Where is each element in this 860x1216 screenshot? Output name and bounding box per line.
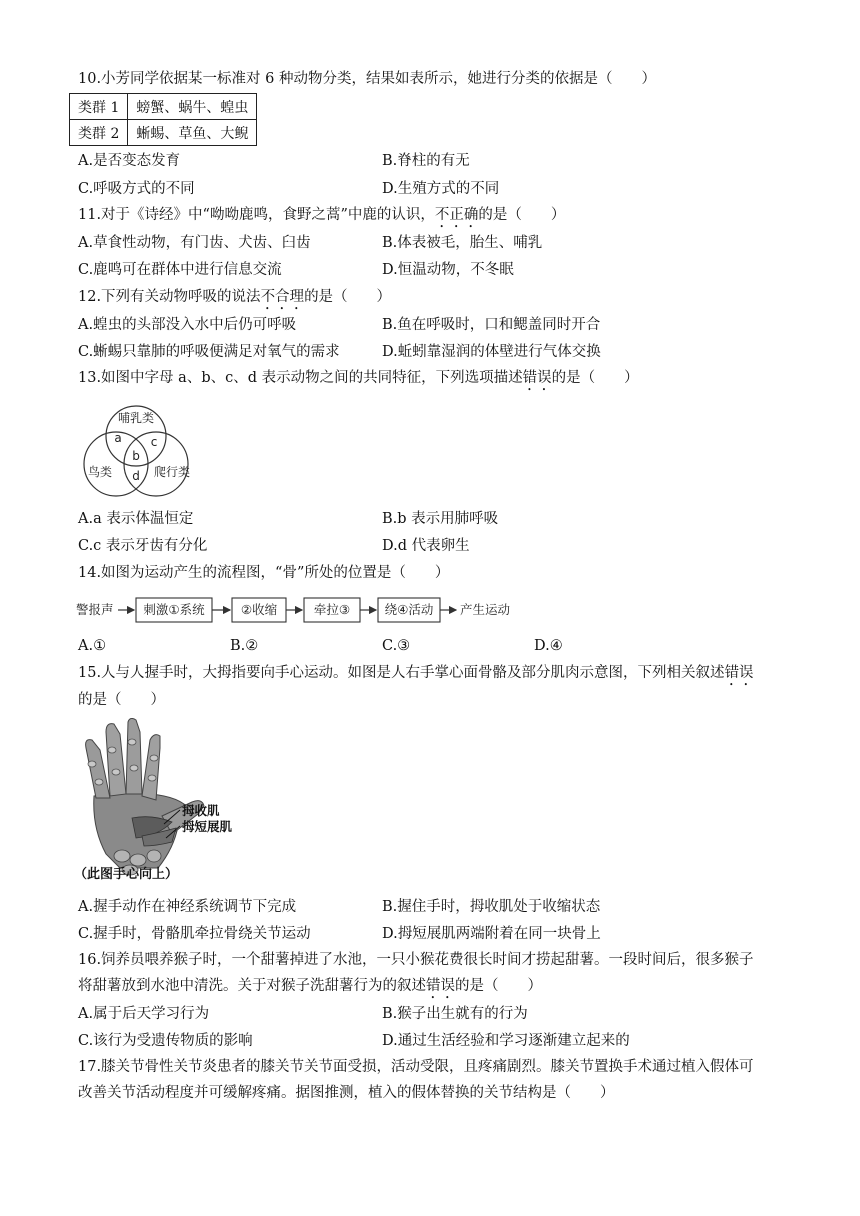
- q17-stem-line2: 改善关节活动程度并可缓解疼痛。据图推测，植入的假体替换的关节结构是（ ）: [78, 1085, 615, 1101]
- q16-stem-line2: [78, 973, 782, 1002]
- q16-option-b: B.猴子出生就有的行为: [382, 1006, 528, 1022]
- q15-hand-figure: [72, 718, 262, 884]
- q16-option-c: C.该行为受遗传物质的影响: [78, 1033, 253, 1049]
- q13-venn-diagram: [76, 402, 196, 498]
- q15-figure-caption: （此图手心向上）: [74, 867, 179, 882]
- q13-stem-emphasis: 错误: [522, 370, 552, 386]
- table-cell-animals: 螃蟹、蜗牛、蝗虫: [128, 94, 257, 120]
- flow-box-2-label: ②收缩: [240, 602, 278, 617]
- venn-label-mammal: 哺乳类: [117, 411, 155, 425]
- flow-end: 产生运动: [460, 602, 511, 617]
- q16-option-d: D.通过生活经验和学习逐渐建立起来的: [382, 1033, 630, 1049]
- q12-option-d: D.蚯蚓靠湿润的体壁进行气体交换: [382, 344, 601, 360]
- q15-option-a: A.握手动作在神经系统调节下完成: [78, 899, 297, 915]
- q14-flowchart: [76, 595, 526, 625]
- table-cell-animals: 蜥蜴、草鱼、大鲵: [128, 120, 257, 146]
- q15-stem-emphasis: 错误: [724, 665, 754, 681]
- q13-stem-end: 的是（ ）: [551, 370, 639, 386]
- q15-option-c: C.握手时，骨骼肌牵拉骨绕关节运动: [78, 926, 311, 942]
- muscle-label-adductor: 拇收肌: [182, 803, 220, 818]
- q11-option-c: C.鹿鸣可在群体中进行信息交流: [78, 262, 282, 278]
- q11-stem-end: 的是（ ）: [478, 207, 566, 223]
- muscle-label-abductor: 拇短展肌: [182, 819, 233, 834]
- q14-option-c: C.③: [382, 638, 411, 654]
- venn-region-d: d: [132, 469, 140, 483]
- q11-option-d: D.恒温动物，不冬眠: [382, 262, 514, 278]
- q14-stem: 14.如图为运动产生的流程图，“骨”所处的位置是（ ）: [78, 565, 450, 581]
- q11-stem-text: 11.对于《诗经》中“呦呦鹿鸣，食野之蒿”中鹿的认识，: [78, 207, 435, 223]
- q10-stem: 10.小芳同学依据某一标准对 6 种动物分类，结果如表所示，她进行分类的依据是（ ）: [78, 71, 656, 87]
- q11-stem-emphasis: 不正确: [434, 207, 479, 223]
- q11-stem: [78, 202, 782, 231]
- q13-option-d: D.d 代表卵生: [382, 538, 470, 554]
- q12-stem-end: 的是（ ）: [304, 289, 392, 305]
- venn-region-b: b: [132, 449, 140, 463]
- q15-stem: [78, 660, 782, 689]
- q16-stem-end: 的是（ ）: [455, 978, 542, 994]
- flow-box-4-label: 绕④活动: [384, 602, 434, 617]
- table-cell-group: 类群 1: [70, 94, 128, 120]
- q16-stem-line1: 16.饲养员喂养猴子时，一个甜薯掉进了水池，一只小猴花费很长时间才捞起甜薯。一段时间后，很多猴子: [78, 952, 754, 968]
- hand-illustration: [86, 718, 204, 875]
- venn-label-reptile: 爬行类: [153, 465, 191, 479]
- q13-stem: [78, 365, 782, 394]
- q13-stem-text: 13.如图中字母 a、b、c、d 表示动物之间的共同特征，下列选项描述: [78, 370, 523, 386]
- q16-stem-emphasis: 错误: [426, 978, 455, 994]
- q13-option-b: B.b 表示用肺呼吸: [382, 511, 499, 527]
- q10-classification-table: [69, 93, 257, 146]
- q12-stem-text: 12.下列有关动物呼吸的说法: [78, 289, 261, 305]
- q13-option-c: C.c 表示牙齿有分化: [78, 538, 208, 554]
- q17-stem-line1: 17.膝关节骨性关节炎患者的膝关节关节面受损，活动受限，且疼痛剧烈。膝关节置换手术通过植入假体可: [78, 1059, 754, 1075]
- q12-option-c: C.蜥蜴只靠肺的呼吸便满足对氧气的需求: [78, 344, 340, 360]
- q14-option-b: B.②: [230, 638, 259, 654]
- q12-option-b: B.鱼在呼吸时，口和鳃盖同时开合: [382, 317, 601, 333]
- flow-start: 警报声: [76, 602, 114, 617]
- q15-stem-line2: 的是（ ）: [78, 692, 165, 708]
- q12-option-a: A.蝗虫的头部没入水中后仍可呼吸: [78, 317, 297, 333]
- q16-option-a: A.属于后天学习行为: [78, 1006, 210, 1022]
- venn-label-bird: 鸟类: [87, 465, 113, 479]
- q16-stem-text: 将甜薯放到水池中清洗。关于对猴子洗甜薯行为的叙述: [78, 978, 426, 994]
- q10-option-b: B.脊柱的有无: [382, 153, 470, 169]
- q11-option-b: B.体表被毛，胎生、哺乳: [382, 235, 543, 251]
- q12-stem: [78, 284, 782, 313]
- q14-option-d: D.④: [534, 638, 563, 654]
- table-row: [70, 94, 257, 120]
- q10-option-d: D.生殖方式的不同: [382, 181, 500, 197]
- flow-box-3-label: 牵拉③: [313, 602, 351, 617]
- q10-option-a: A.是否变态发育: [78, 153, 181, 169]
- q11-option-a: A.草食性动物，有门齿、犬齿、臼齿: [78, 235, 311, 251]
- flow-box-1-label: 刺激①系统: [143, 602, 205, 617]
- venn-region-c: c: [150, 435, 158, 449]
- q15-stem-text: 15.人与人握手时，大拇指要向手心运动。如图是人右手掌心面骨骼及部分肌肉示意图，下列相关叙述: [78, 665, 725, 681]
- q13-option-a: A.a 表示体温恒定: [78, 511, 194, 527]
- q14-option-a: A.①: [78, 638, 107, 654]
- q12-stem-emphasis: 不合理: [260, 289, 305, 305]
- venn-region-a: a: [114, 431, 122, 445]
- q15-option-b: B.握住手时，拇收肌处于收缩状态: [382, 899, 601, 915]
- table-row: [70, 120, 257, 146]
- q10-option-c: C.呼吸方式的不同: [78, 181, 195, 197]
- q15-option-d: D.拇短展肌两端附着在同一块骨上: [382, 926, 601, 942]
- table-cell-group: 类群 2: [70, 120, 128, 146]
